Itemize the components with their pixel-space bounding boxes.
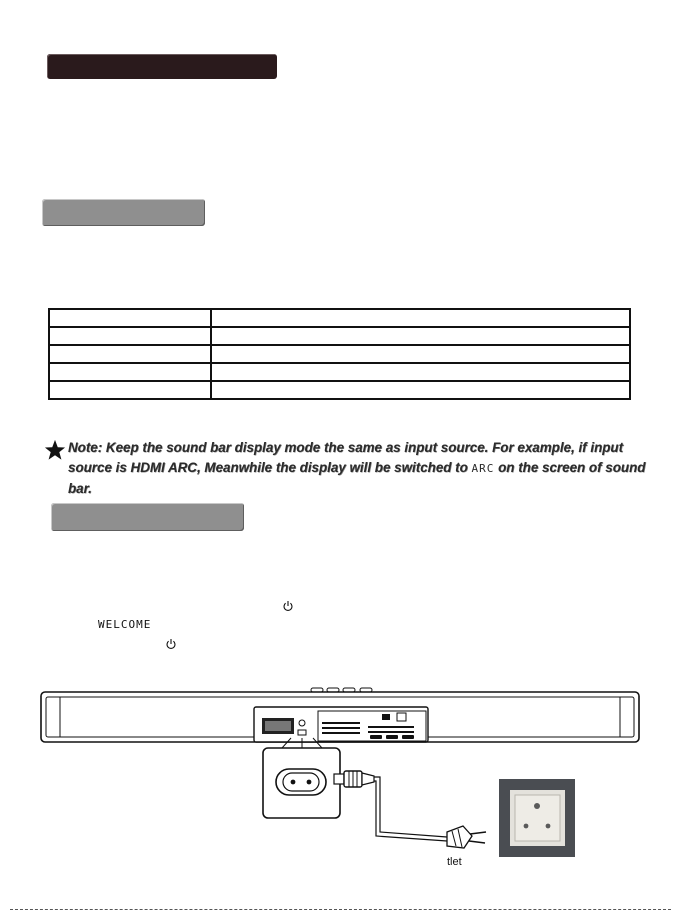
power-cord [374,777,447,841]
ac-socket-icon [263,748,340,818]
display-code: ARC [471,462,495,475]
soundbar-rear-panel [254,707,428,742]
mains-plug [447,826,486,848]
wall-outlet-icon [499,779,575,857]
outlet-label: tlet [447,856,462,868]
display-welcome: WELCOME [98,618,152,631]
power-cord-plug [334,771,374,787]
page-bottom-border [10,909,671,910]
note-text: Note: Keep the sound bar display mode the same as input source. For example, if input source is HDMI ARC, Meanwhile the display will be switched to ARC on the screen of sound bar. [68,440,646,496]
